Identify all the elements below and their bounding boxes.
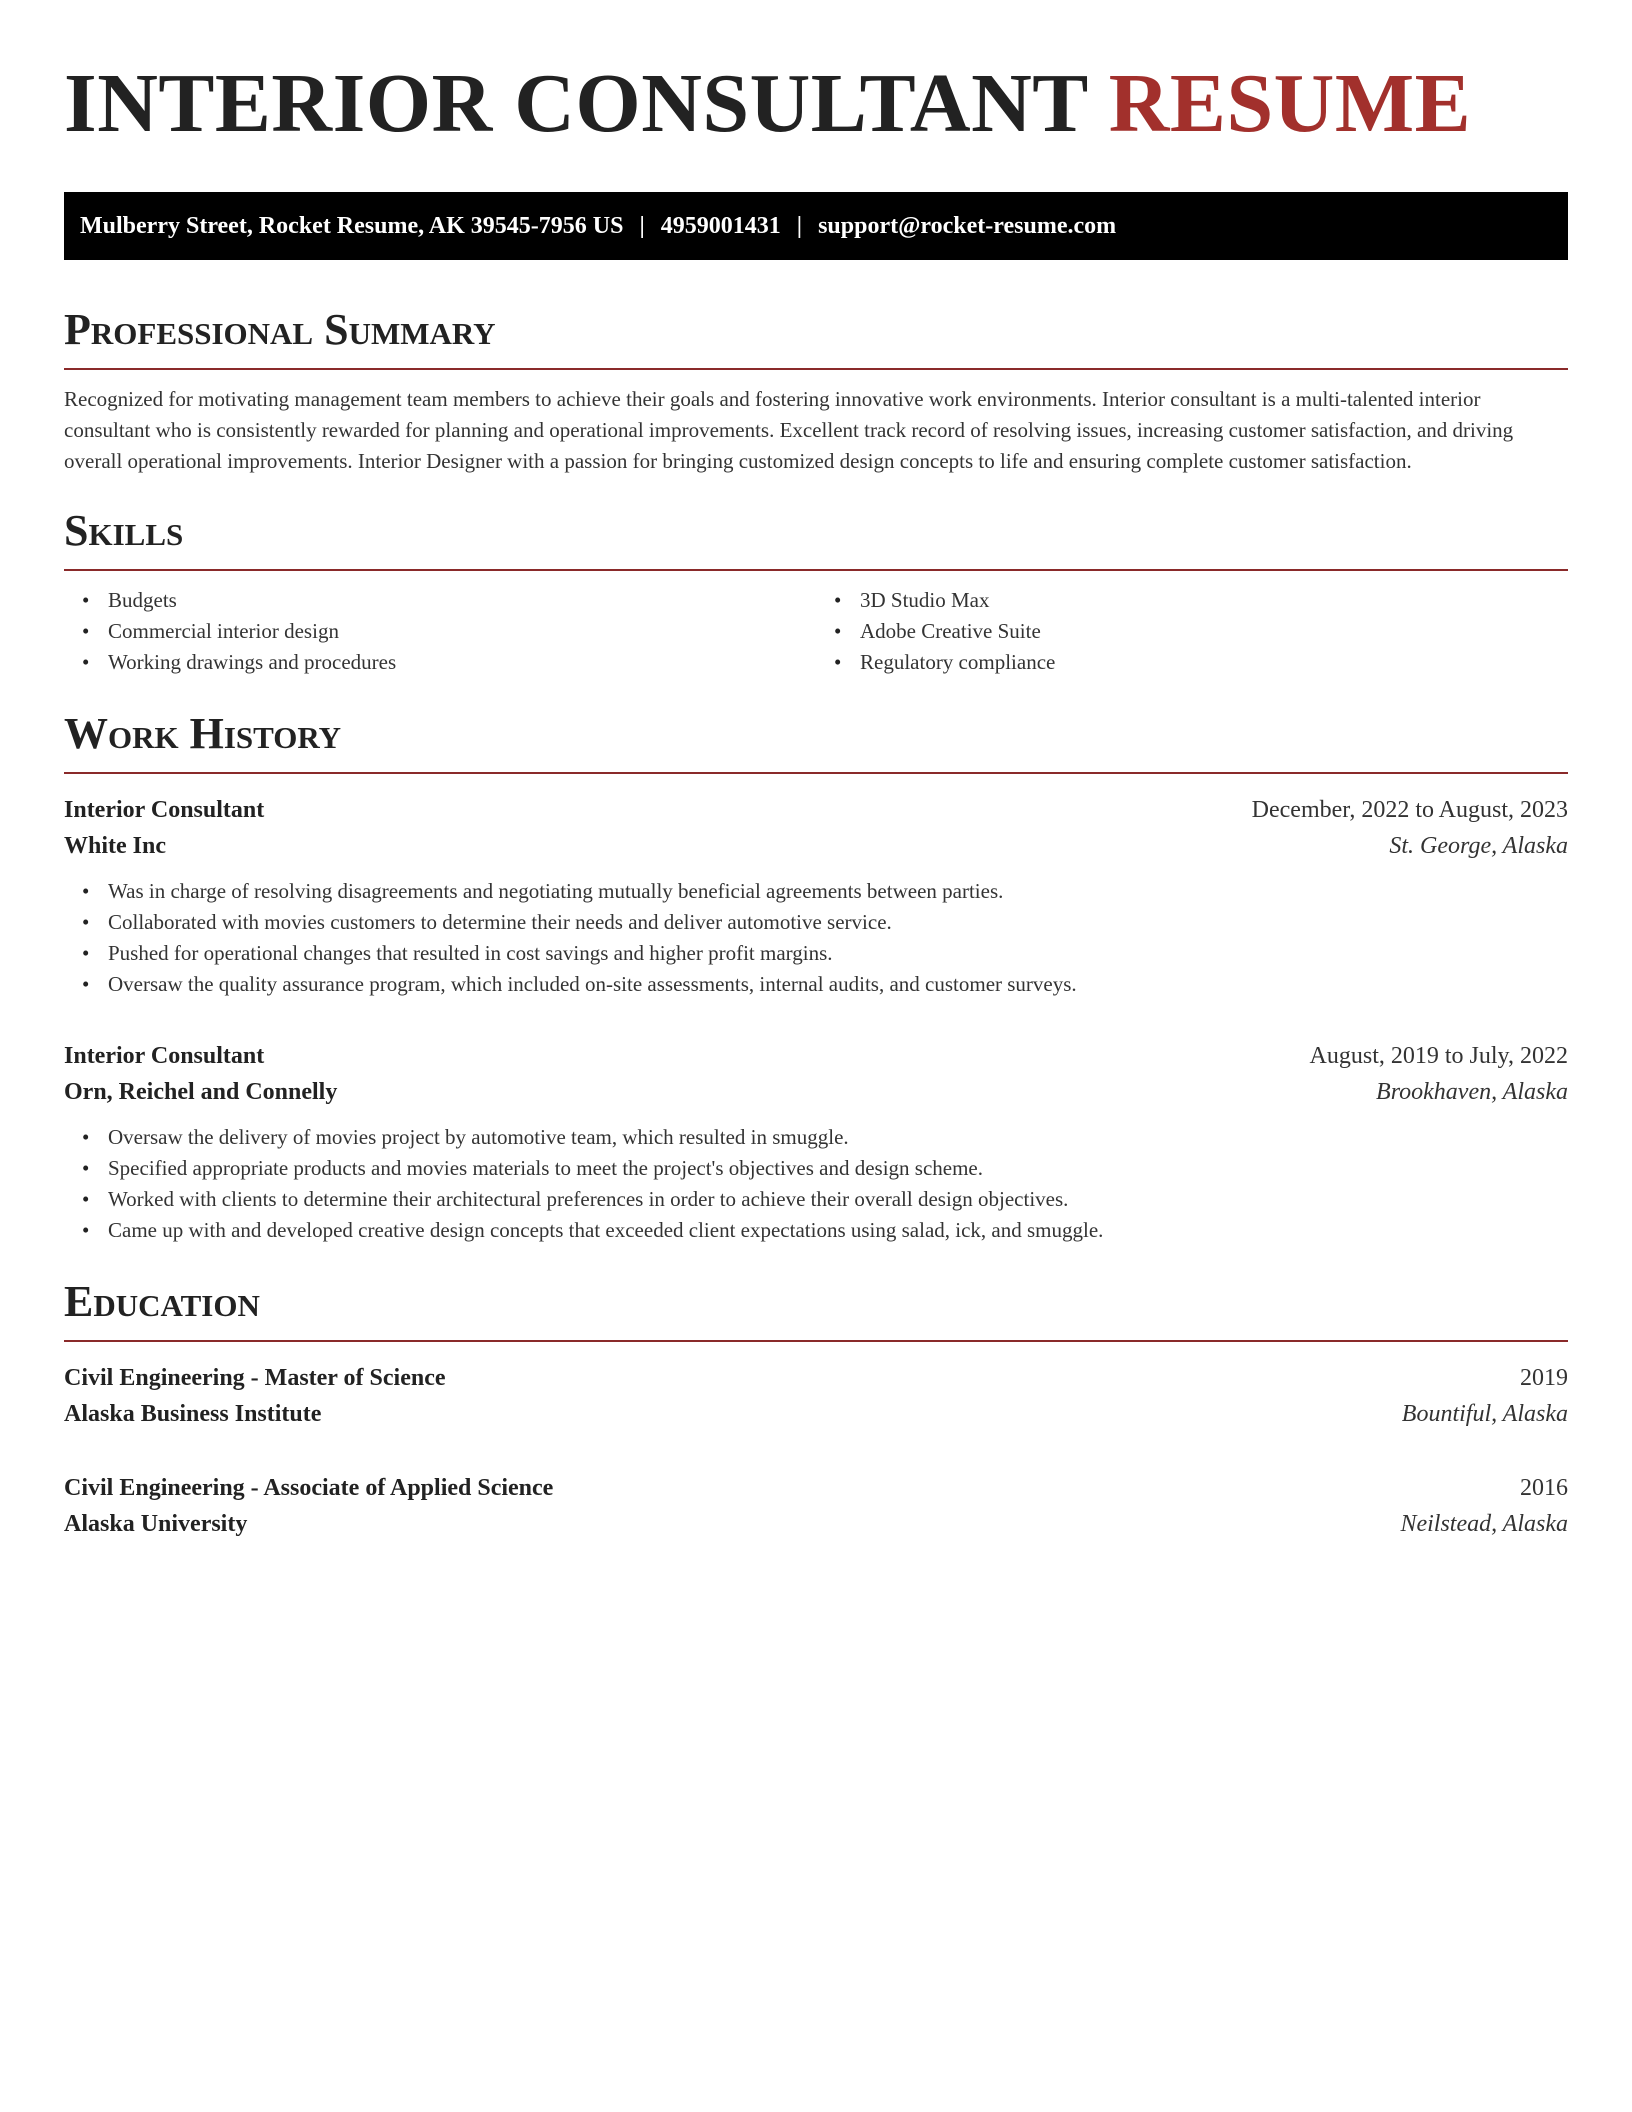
education-year: 2016 [1520,1475,1568,1501]
job-entry [64,1038,1568,1246]
education-school: Alaska University [64,1511,248,1537]
section-divider [64,772,1568,774]
section-divider [64,569,1568,571]
section-divider [64,1340,1568,1342]
work-history-heading: Work History [64,709,342,758]
job-company: Orn, Reichel and Connelly [64,1079,338,1105]
job-bullet: • Pushed for operational changes that resulted in cost savings and higher profit margins. [108,938,1568,969]
job-entry [64,792,1568,1000]
job-bullet: • Oversaw the delivery of movies project by automotive team, which resulted in smuggle. [108,1122,1568,1153]
education-school: Alaska Business Institute [64,1401,322,1427]
contact-separator: | [796,212,803,239]
skills-grid [64,585,1568,678]
skills-heading: Skills [64,506,184,555]
job-bullets [64,1122,1568,1246]
summary-section [64,304,1568,477]
skill-item: • Regulatory compliance [860,647,1568,678]
education-section [64,1276,1568,1542]
education-entry [64,1470,1568,1542]
job-bullet: • Came up with and developed creative design concepts that exceeded client expectations using salad, ick, and smuggle. [108,1215,1568,1246]
education-year: 2019 [1520,1365,1568,1391]
skills-section [64,505,1568,678]
skill-item: • Budgets [108,585,816,616]
contact-email: support@rocket-resume.com [818,212,1117,239]
skills-column-right [816,585,1568,678]
summary-heading: Professional Summary [64,305,496,354]
job-bullet: • Collaborated with movies customers to determine their needs and deliver automotive service. [108,907,1568,938]
contact-separator: | [639,212,645,239]
title-accent: RESUME [1108,57,1472,150]
skill-item: • Working drawings and procedures [108,647,816,678]
job-bullet: • Was in charge of resolving disagreements and negotiating mutually beneficial agreements between parties. [108,876,1568,907]
education-location: Neilstead, Alaska [1400,1511,1568,1537]
summary-text: Recognized for motivating management team members to achieve their goals and fostering innovative work environments. Interior consultant is a multi-talented interior consultant who is consistently rewarded for planning and operational improvements. Excellent track record of resolving issues, increasing customer satisfaction, and driving overall operational improvements. Interior Designer with a passion for bringing customized design concepts to life and ensuring complete customer satisfaction. [64,387,1514,473]
contact-bar [64,192,1568,260]
job-dates: August, 2019 to July, 2022 [1309,1043,1568,1069]
work-history-section [64,708,1568,1246]
contact-address: Mulberry Street, Rocket Resume, AK 39545-7956 US [80,212,624,239]
job-bullet: • Worked with clients to determine their architectural preferences in order to achieve their overall design objectives. [108,1184,1568,1215]
job-title: Interior Consultant [64,797,265,823]
education-degree: Civil Engineering - Master of Science [64,1365,446,1391]
skill-item: • 3D Studio Max [860,585,1568,616]
skill-item: • Adobe Creative Suite [860,616,1568,647]
title-main: INTERIOR CONSULTANT [64,57,1088,150]
job-location: St. George, Alaska [1389,833,1568,859]
job-bullets [64,876,1568,1000]
resume-title [64,56,1568,152]
contact-phone: 4959001431 [660,212,781,239]
skill-item: • Commercial interior design [108,616,816,647]
job-company: White Inc [64,833,166,859]
job-title: Interior Consultant [64,1043,265,1069]
job-bullet: • Oversaw the quality assurance program, which included on-site assessments, internal audits, and customer surveys. [108,969,1568,1000]
section-divider [64,368,1568,370]
education-entry [64,1360,1568,1432]
skills-column-left [64,585,816,678]
education-location: Bountiful, Alaska [1401,1401,1568,1427]
job-dates: December, 2022 to August, 2023 [1251,797,1568,823]
education-degree: Civil Engineering - Associate of Applied Science [64,1475,554,1501]
job-bullet: • Specified appropriate products and movies materials to meet the project's objectives and design scheme. [108,1153,1568,1184]
job-location: Brookhaven, Alaska [1376,1079,1568,1105]
education-heading: Education [64,1277,260,1326]
